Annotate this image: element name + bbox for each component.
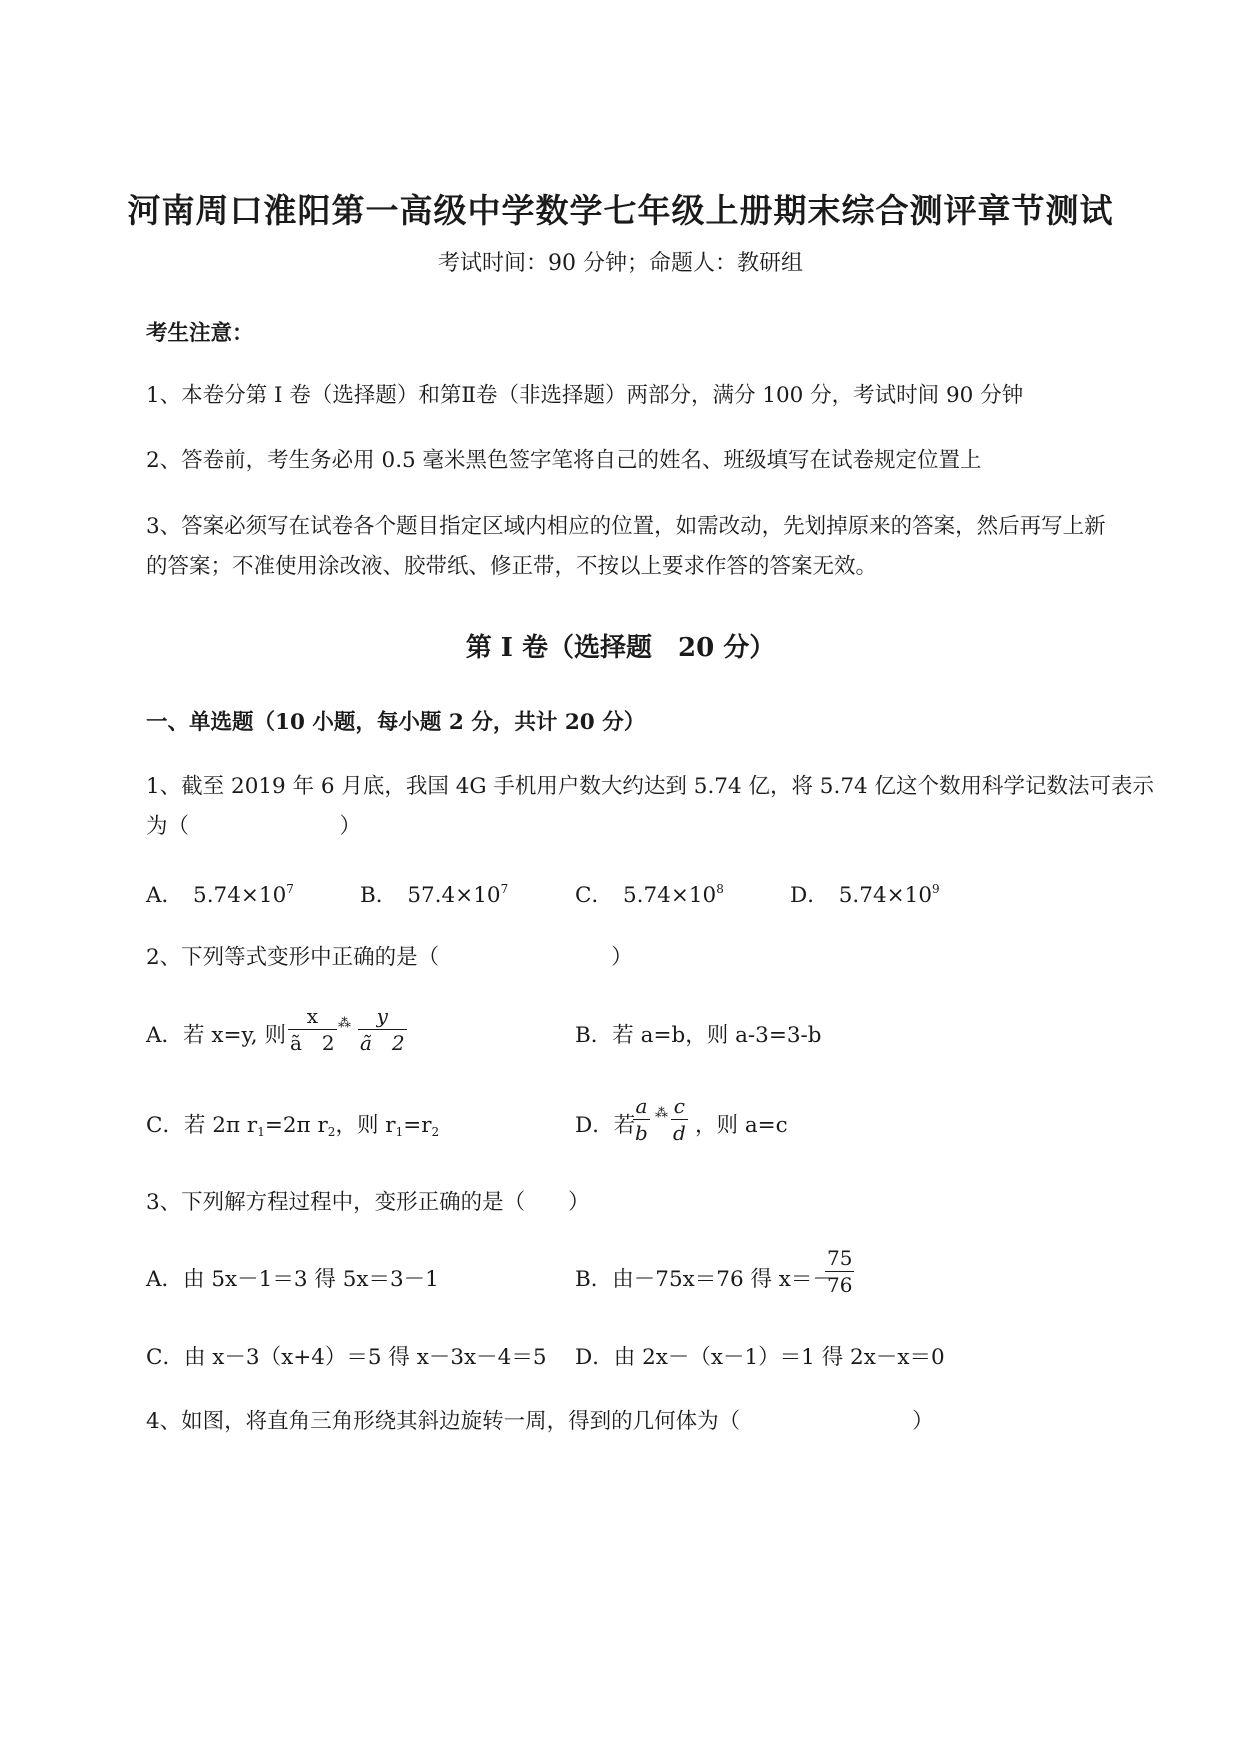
notice-item-3-cont: 的答案；不准使用涂改液、胶带纸、修正带，不按以上要求作答的答案无效。 (146, 554, 878, 579)
q1-option-d[interactable] (790, 878, 940, 909)
question-1-stem-cont: 为（ ） (146, 814, 362, 839)
question-3-stem: 3、下列解方程过程中，变形正确的是（ ） (146, 1190, 590, 1215)
q1-option-c[interactable] (575, 878, 724, 909)
option-label: C． (575, 883, 613, 908)
section-title: 第 I 卷（选择题 20 分） (465, 633, 776, 663)
option-text: =r (403, 1113, 432, 1138)
exponent: 7 (500, 882, 509, 896)
symbol: ⁂ (655, 1106, 668, 1121)
q2-option-c[interactable] (146, 1108, 439, 1139)
q2-option-b[interactable]: B．若 a=b，则 a-3=3-b (575, 1023, 822, 1048)
part-heading: 一、单选题（10 小题，每小题 2 分，共计 20 分） (146, 710, 646, 735)
numerator: a (635, 1094, 648, 1118)
page-title: 河南周口淮阳第一高级中学数学七年级上册期末综合测评章节测试 (127, 191, 1114, 230)
option-value: 5.74×10 (193, 883, 287, 908)
option-text: B．由－75x＝76 得 x＝－ (575, 1267, 834, 1292)
option-text: C．若 2π r (146, 1113, 258, 1138)
denominator: b (635, 1121, 648, 1145)
q1-option-b[interactable] (360, 878, 508, 909)
subscript: 1 (395, 1125, 404, 1139)
notice-heading: 考生注意： (146, 321, 254, 346)
option-label: A． (146, 883, 184, 908)
fraction (288, 1006, 337, 1053)
q2-option-d[interactable] (575, 1090, 875, 1150)
numerator: c (673, 1094, 685, 1118)
option-value: 5.74×10 (622, 883, 717, 908)
q1-option-a[interactable] (146, 878, 294, 909)
option-value: 5.74×10 (838, 883, 932, 908)
notice-item-2: 2、答卷前，考生务必用 0.5 毫米黑色签字笔将自己的姓名、班级填写在试卷规定位置上 (146, 448, 982, 473)
fraction (825, 1248, 854, 1295)
question-2-stem: 2、下列等式变形中正确的是（ ） (146, 945, 633, 970)
question-4-stem: 4、如图，将直角三角形绕其斜边旋转一周，得到的几何体为（ ） (146, 1409, 934, 1434)
option-label: B． (360, 883, 398, 908)
q3-option-d[interactable]: D．由 2x－（x－1）＝1 得 2x－x＝0 (575, 1345, 945, 1370)
numerator: y (376, 1004, 388, 1028)
exponent: 8 (716, 882, 724, 896)
exponent: 9 (932, 882, 940, 896)
option-text: ，则 a=c (695, 1113, 788, 1138)
fraction (633, 1096, 650, 1143)
notice-item-3: 3、答案必须写在试卷各个题目指定区域内相应的位置，如需改动，先划掉原来的答案，然后再写上新 (146, 514, 1106, 539)
numerator: 75 (827, 1246, 853, 1270)
option-label: D． (790, 883, 829, 908)
denominator: 76 (827, 1273, 853, 1297)
subscript: 1 (257, 1125, 265, 1139)
q3-option-b[interactable] (575, 1244, 895, 1308)
exam-info: 考试时间：90 分钟；命题人：教研组 (438, 251, 803, 276)
denominator: d (673, 1121, 686, 1145)
q3-option-c[interactable]: C．由 x－3（x+4）＝5 得 x－3x－4＝5 (146, 1345, 547, 1370)
option-text: A．若 x=y, 则 (146, 1023, 286, 1048)
fraction (358, 1006, 407, 1053)
option-value: 57.4×10 (407, 883, 501, 908)
option-text: ，则 r (335, 1113, 396, 1138)
exponent: 7 (286, 882, 294, 896)
symbol: ⁂ (338, 1016, 351, 1031)
denominator: ã 2 (360, 1031, 405, 1055)
numerator: x (306, 1004, 318, 1028)
denominator: ã 2 (290, 1031, 335, 1055)
subscript: 2 (327, 1125, 336, 1139)
fraction (671, 1096, 688, 1143)
question-1-stem: 1、截至 2019 年 6 月底，我国 4G 手机用户数大约达到 5.74 亿，将 5.74 亿这个数用科学记数法可表示 (146, 774, 1155, 799)
subscript: 2 (431, 1125, 440, 1139)
q2-option-a[interactable] (146, 1000, 546, 1060)
q3-option-a[interactable]: A．由 5x－1＝3 得 5x＝3－1 (146, 1267, 439, 1292)
option-text: =2π r (264, 1113, 328, 1138)
notice-item-1: 1、本卷分第 I 卷（选择题）和第Ⅱ卷（非选择题）两部分，满分 100 分，考试时间 90 分钟 (146, 383, 1024, 408)
option-text: D．若 (575, 1113, 636, 1138)
